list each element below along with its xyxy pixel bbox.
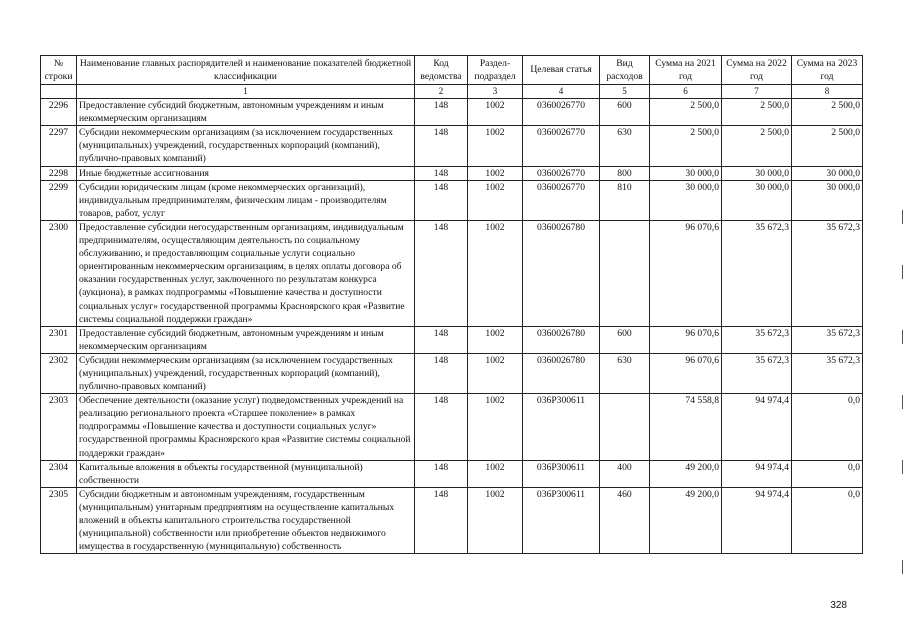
header-row xyxy=(41,56,863,85)
expense-type-cell: 800 xyxy=(600,166,650,180)
row-number-cell: 2300 xyxy=(41,220,77,326)
column-number-row xyxy=(41,85,863,99)
section-cell: 1002 xyxy=(468,180,523,220)
section-cell: 1002 xyxy=(468,394,523,460)
section-cell: 1002 xyxy=(468,99,523,126)
table-body xyxy=(41,99,863,554)
sum-2023-cell: 35 672,3 xyxy=(792,220,863,326)
expense-type-cell xyxy=(600,394,650,460)
table-row xyxy=(41,126,863,166)
sum-2021-cell: 30 000,0 xyxy=(650,180,722,220)
row-name-cell: Субсидии некоммерческим организациям (за исключением государственных (муниципальных) учреждений, государственных корпораций (компаний), публично-правовых компаний) xyxy=(77,353,415,393)
sum-2023-cell: 35 672,3 xyxy=(792,353,863,393)
dept-code-cell: 148 xyxy=(415,353,468,393)
dept-code-cell: 148 xyxy=(415,126,468,166)
target-article-cell: 0360026780 xyxy=(523,220,600,326)
sum-2023-cell: 30 000,0 xyxy=(792,180,863,220)
dept-code-cell: 148 xyxy=(415,487,468,553)
section-cell: 1002 xyxy=(468,487,523,553)
scan-edge-mark xyxy=(902,265,903,279)
header-expense-type: Вид расходов xyxy=(600,56,650,85)
table-row xyxy=(41,220,863,326)
header-name: Наименование главных распорядителей и наименование показателей бюджетной классификации xyxy=(77,56,415,85)
expense-type-cell: 460 xyxy=(600,487,650,553)
sum-2023-cell: 2 500,0 xyxy=(792,99,863,126)
budget-table xyxy=(40,55,863,554)
header-dept-code: Код ведомства xyxy=(415,56,468,85)
col-number: 3 xyxy=(468,85,523,99)
row-number-cell: 2301 xyxy=(41,326,77,353)
target-article-cell: 0360026770 xyxy=(523,126,600,166)
row-number-cell: 2305 xyxy=(41,487,77,553)
sum-2021-cell: 96 070,6 xyxy=(650,326,722,353)
row-name-cell: Предоставление субсидий бюджетным, автономным учреждениям и иным некоммерческим организациям xyxy=(77,99,415,126)
sum-2021-cell: 96 070,6 xyxy=(650,220,722,326)
page-number: 328 xyxy=(830,600,847,611)
expense-type-cell: 600 xyxy=(600,326,650,353)
row-number-cell: 2297 xyxy=(41,126,77,166)
target-article-cell: 0360026770 xyxy=(523,99,600,126)
row-number-cell: 2302 xyxy=(41,353,77,393)
col-number: 5 xyxy=(600,85,650,99)
expense-type-cell: 630 xyxy=(600,353,650,393)
table-row xyxy=(41,353,863,393)
header-section: Раздел-подраздел xyxy=(468,56,523,85)
dept-code-cell: 148 xyxy=(415,460,468,487)
expense-type-cell xyxy=(600,220,650,326)
row-number-cell: 2304 xyxy=(41,460,77,487)
section-cell: 1002 xyxy=(468,126,523,166)
col-number xyxy=(41,85,77,99)
expense-type-cell: 400 xyxy=(600,460,650,487)
sum-2022-cell: 94 974,4 xyxy=(722,460,792,487)
header-sum-2022: Сумма на 2022 год xyxy=(722,56,792,85)
sum-2023-cell: 0,0 xyxy=(792,487,863,553)
col-number: 8 xyxy=(792,85,863,99)
target-article-cell: 0360026770 xyxy=(523,166,600,180)
dept-code-cell: 148 xyxy=(415,99,468,126)
section-cell: 1002 xyxy=(468,326,523,353)
sum-2022-cell: 2 500,0 xyxy=(722,126,792,166)
table-row xyxy=(41,99,863,126)
row-number-cell: 2296 xyxy=(41,99,77,126)
target-article-cell: 0360026770 xyxy=(523,180,600,220)
header-row-number: № строки xyxy=(41,56,77,85)
dept-code-cell: 148 xyxy=(415,326,468,353)
row-name-cell: Предоставление субсидии негосударственным организациям, индивидуальным предпринимателям, осуществляющим деятельность по социальному обслуживанию, и предоставляющим социальные услуги социально ориентированным некоммерческим организациям, в целях оплаты договора об оказании государственных услуг, заключенного по результатам конкурса (аукциона), в рамках подпрограммы «Повышение качества и доступности социальных услуг» государственной программы Красноярского края «Развитие системы социальной поддержки граждан» xyxy=(77,220,415,326)
col-number: 6 xyxy=(650,85,722,99)
dept-code-cell: 148 xyxy=(415,166,468,180)
section-cell: 1002 xyxy=(468,166,523,180)
sum-2022-cell: 2 500,0 xyxy=(722,99,792,126)
target-article-cell: 036P300611 xyxy=(523,460,600,487)
scan-edge-mark xyxy=(902,395,903,409)
sum-2022-cell: 35 672,3 xyxy=(722,220,792,326)
sum-2021-cell: 96 070,6 xyxy=(650,353,722,393)
sum-2021-cell: 49 200,0 xyxy=(650,460,722,487)
dept-code-cell: 148 xyxy=(415,394,468,460)
sum-2022-cell: 35 672,3 xyxy=(722,326,792,353)
sum-2021-cell: 49 200,0 xyxy=(650,487,722,553)
sum-2022-cell: 94 974,4 xyxy=(722,394,792,460)
col-number: 7 xyxy=(722,85,792,99)
table-row xyxy=(41,460,863,487)
table-row xyxy=(41,166,863,180)
scan-edge-mark xyxy=(902,210,903,224)
table-row xyxy=(41,394,863,460)
row-number-cell: 2298 xyxy=(41,166,77,180)
sum-2021-cell: 74 558,8 xyxy=(650,394,722,460)
sum-2021-cell: 2 500,0 xyxy=(650,99,722,126)
section-cell: 1002 xyxy=(468,460,523,487)
sum-2023-cell: 2 500,0 xyxy=(792,126,863,166)
table-row xyxy=(41,326,863,353)
row-name-cell: Субсидии некоммерческим организациям (за исключением государственных (муниципальных) учреждений, государственных корпораций (компаний), публично-правовых компаний) xyxy=(77,126,415,166)
scan-edge-mark xyxy=(902,560,903,574)
row-name-cell: Обеспечение деятельности (оказание услуг) подведомственных учреждений на реализацию регионального проекта «Старшее поколение» в рамках подпрограммы «Повышение качества и доступности социальных услуг» государственной программы Красноярского края «Развитие системы социальной поддержки граждан» xyxy=(77,394,415,460)
sum-2021-cell: 30 000,0 xyxy=(650,166,722,180)
col-number: 2 xyxy=(415,85,468,99)
header-sum-2023: Сумма на 2023 год xyxy=(792,56,863,85)
row-name-cell: Капитальные вложения в объекты государственной (муниципальной) собственности xyxy=(77,460,415,487)
header-sum-2021: Сумма на 2021 год xyxy=(650,56,722,85)
sum-2022-cell: 30 000,0 xyxy=(722,180,792,220)
table-row xyxy=(41,180,863,220)
expense-type-cell: 600 xyxy=(600,99,650,126)
target-article-cell: 036P300611 xyxy=(523,487,600,553)
table-row xyxy=(41,487,863,553)
section-cell: 1002 xyxy=(468,220,523,326)
col-number: 4 xyxy=(523,85,600,99)
row-number-cell: 2299 xyxy=(41,180,77,220)
sum-2022-cell: 35 672,3 xyxy=(722,353,792,393)
row-name-cell: Предоставление субсидий бюджетным, автономным учреждениям и иным некоммерческим организациям xyxy=(77,326,415,353)
scan-edge-mark xyxy=(902,460,903,474)
row-number-cell: 2303 xyxy=(41,394,77,460)
row-name-cell: Иные бюджетные ассигнования xyxy=(77,166,415,180)
sum-2022-cell: 30 000,0 xyxy=(722,166,792,180)
row-name-cell: Субсидии бюджетным и автономным учреждениям, государственным (муниципальным) унитарным предприятиям на осуществление капитальных вложений в объекты капитального строительства государственной (муниципальной) собственности или приобретение объектов недвижимого имущества в государственную (муниципальную) собственность xyxy=(77,487,415,553)
target-article-cell: 0360026780 xyxy=(523,353,600,393)
header-target-article: Целевая статья xyxy=(523,56,600,85)
sum-2023-cell: 0,0 xyxy=(792,460,863,487)
expense-type-cell: 630 xyxy=(600,126,650,166)
expense-type-cell: 810 xyxy=(600,180,650,220)
row-name-cell: Субсидии юридическим лицам (кроме некоммерческих организаций), индивидуальным предпринимателям, физическим лицам - производителям товаров, работ, услуг xyxy=(77,180,415,220)
dept-code-cell: 148 xyxy=(415,220,468,326)
target-article-cell: 036P300611 xyxy=(523,394,600,460)
sum-2023-cell: 35 672,3 xyxy=(792,326,863,353)
sum-2022-cell: 94 974,4 xyxy=(722,487,792,553)
sum-2021-cell: 2 500,0 xyxy=(650,126,722,166)
scan-edge-mark xyxy=(902,330,903,344)
col-number: 1 xyxy=(77,85,415,99)
sum-2023-cell: 0,0 xyxy=(792,394,863,460)
dept-code-cell: 148 xyxy=(415,180,468,220)
section-cell: 1002 xyxy=(468,353,523,393)
sum-2023-cell: 30 000,0 xyxy=(792,166,863,180)
target-article-cell: 0360026780 xyxy=(523,326,600,353)
